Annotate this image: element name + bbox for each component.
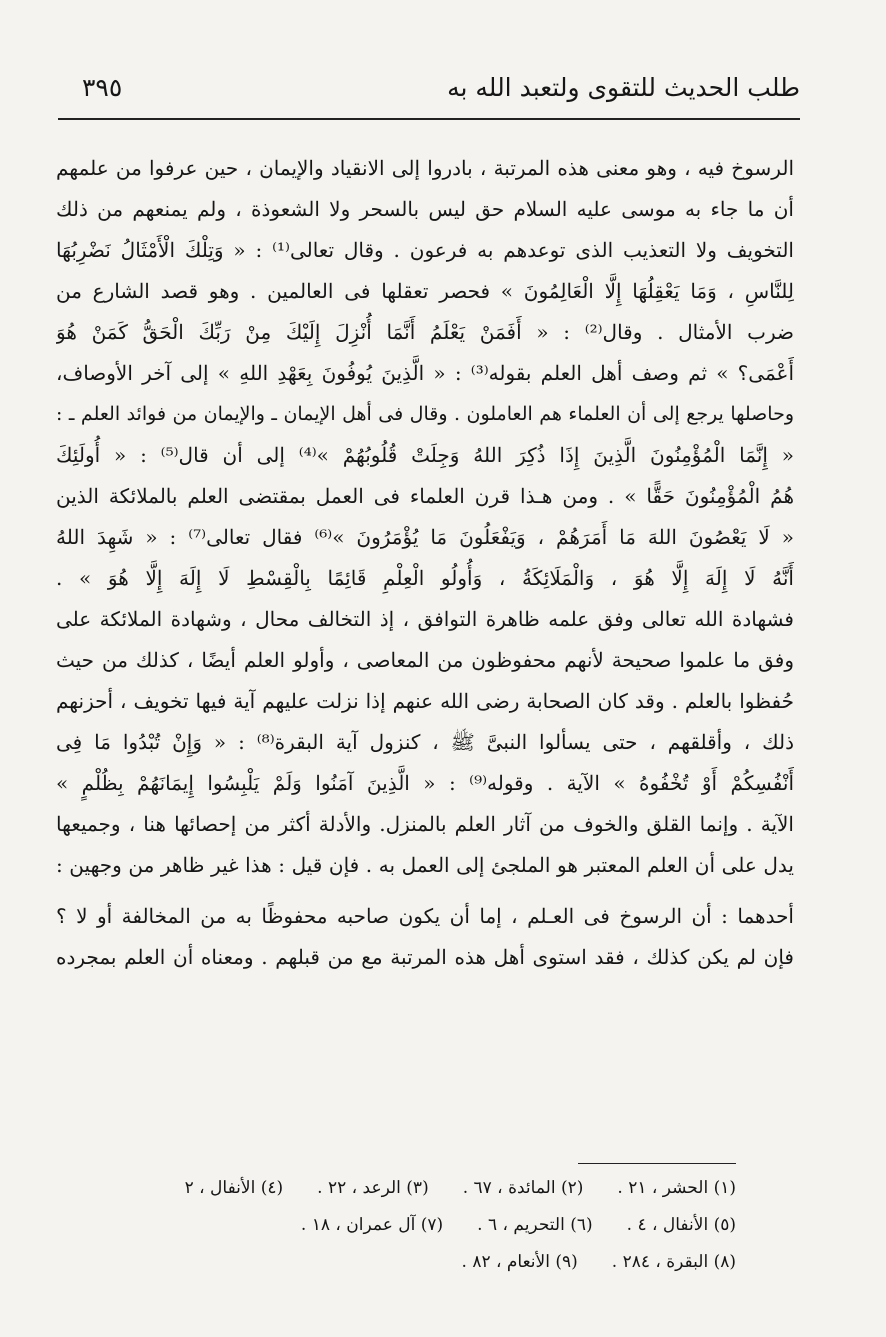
body-text bbox=[56, 148, 794, 978]
text-line: ذلك ، وأقلقهم ، حتى يسألوا النبىَّ ﷺ ، كنزول آية البقرة⁽⁸⁾ : « وَإِنْ تُبْدُوا مَا فِى bbox=[56, 730, 794, 754]
footnote: (٣) الرعد ، ٢٢ . bbox=[317, 1178, 429, 1198]
text-line: أَنَّهُ لَا إِلَهَ إِلَّا هُوَ ، وَالْمَلَائِكَةُ ، وَأُولُو الْعِلْمِ قَائِمًا بِالْقِسْطِ لَا إِلَهَ إِلَّا هُوَ » . bbox=[56, 566, 794, 590]
text-line: لِلنَّاسِ ، وَمَا يَعْقِلُهَا إِلَّا الْعَالِمُونَ » فحصر تعقلها فى العالمين . وهو قصد الشارع من bbox=[56, 279, 794, 303]
running-title: طلب الحديث للتقوى ولتعبد الله به bbox=[447, 73, 800, 102]
footnote: (٤) الأنفال ، ٢ bbox=[184, 1178, 284, 1198]
footnote: (٢) المائدة ، ٦٧ . bbox=[462, 1178, 584, 1198]
text-line: التخويف ولا التعذيب الذى توعدهم به فرعون . وقال تعالى⁽¹⁾ : « وَتِلْكَ الْأَمْثَالُ نَضْرِبُهَا bbox=[56, 238, 794, 262]
footnote: (٦) التحريم ، ٦ . bbox=[477, 1215, 593, 1235]
footnote: (٥) الأنفال ، ٤ . bbox=[626, 1215, 736, 1235]
text-line: ضرب الأمثال . وقال⁽²⁾ : « أَفَمَنْ يَعْلَمُ أَنَّمَا أُنْزِلَ إِلَيْكَ مِنْ رَبِّكَ الْحَقُّ كَمَنْ هُوَ bbox=[56, 320, 794, 344]
text-line: « إِنَّمَا الْمُؤْمِنُونَ الَّذِينَ إِذَا ذُكِرَ اللهُ وَجِلَتْ قُلُوبُهُمْ »⁽⁴⁾ إلى أن قال⁽⁵⁾ : « أُولَئِكَ bbox=[56, 443, 794, 467]
footnote: (٨) البقرة ، ٢٨٤ . bbox=[611, 1252, 736, 1272]
text-line: الآية . وإنما القلق والخوف من آثار العلم بالمنزل. والأدلة أكثر من إحصائها هنا ، وجميعها bbox=[56, 812, 794, 836]
text-line: « لَا يَعْصُونَ اللهَ مَا أَمَرَهُمْ ، وَيَفْعَلُونَ مَا يُؤْمَرُونَ »⁽⁶⁾ فقال تعالى⁽⁷⁾ : « شَهِدَ اللهُ bbox=[56, 525, 794, 549]
text-line: أَنْفُسِكُمْ أَوْ تُخْفُوهُ » الآية . وقوله⁽⁹⁾ : « الَّذِينَ آمَنُوا وَلَمْ يَلْبِسُوا إِيمَانَهُمْ بِظُلْمٍ » bbox=[56, 771, 794, 795]
text-line: وفق ما علموا صحيحة لأنهم محفوظون من المعاصى ، وأولو العلم أيضًا ، كذلك من حيث bbox=[56, 648, 794, 672]
text-line: يدل على أن العلم المعتبر هو الملجئ إلى العمل به . فإن قيل : هذا غير ظاهر من وجهين : bbox=[56, 853, 794, 877]
text-line: فإن لم يكن كذلك ، فقد استوى أهل هذه المرتبة مع من قبلهم . ومعناه أن العلم بمجرده bbox=[56, 945, 794, 969]
footnotes bbox=[150, 1170, 736, 1281]
text-line: وحاصلها يرجع إلى أن العلماء هم العاملون . وقال فى أهل الإيمان ـ والإيمان من فوائد العلم ـ : bbox=[56, 403, 794, 425]
text-line: أحدهما : أن الرسوخ فى العـلم ، إما أن يكون صاحبه محفوظًا به من المخالفة أو لا ؟ bbox=[56, 904, 794, 928]
footnote: (٩) الأنعام ، ٨٢ . bbox=[461, 1252, 578, 1272]
footnote-row bbox=[150, 1170, 736, 1207]
text-line: هُمُ الْمُؤْمِنُونَ حَقًّا » . ومن هـذا قرن العلماء فى العمل بمقتضى العلم بالملائكة الذين bbox=[56, 484, 794, 508]
footnote: (١) الحشر ، ٢١ . bbox=[617, 1178, 736, 1198]
page-number: ٣٩٥ bbox=[82, 73, 123, 102]
text-line: أَعْمَى؟ » ثم وصف أهل العلم بقوله⁽³⁾ : « الَّذِينَ يُوفُونَ بِعَهْدِ اللهِ » إلى آخر الأوصاف، bbox=[56, 361, 794, 385]
text-line: الرسوخ فيه ، وهو معنى هذه المرتبة ، بادروا إلى الانقياد والإيمان ، حين عرفوا من علمهم bbox=[56, 156, 794, 180]
page-header bbox=[60, 68, 800, 112]
footnote-rule bbox=[578, 1163, 736, 1164]
text-line: أن ما جاء به موسى عليه السلام حق ليس بالسحر ولا الشعوذة ، ولم يمنعهم من ذلك bbox=[56, 197, 794, 221]
text-line: حُفظوا بالعلم . وقد كان الصحابة رضى الله عنهم إذا نزلت عليهم آية فيها تخويف ، أحزنهم bbox=[56, 689, 794, 713]
header-rule bbox=[58, 118, 800, 120]
footnote: (٧) آل عمران ، ١٨ . bbox=[300, 1215, 444, 1235]
footnote-row bbox=[150, 1207, 736, 1244]
text-line: فشهادة الله تعالى وفق علمه ظاهرة التوافق ، إذ التخالف محال ، وشهادة الملائكة على bbox=[56, 607, 794, 631]
footnote-row bbox=[150, 1244, 736, 1281]
